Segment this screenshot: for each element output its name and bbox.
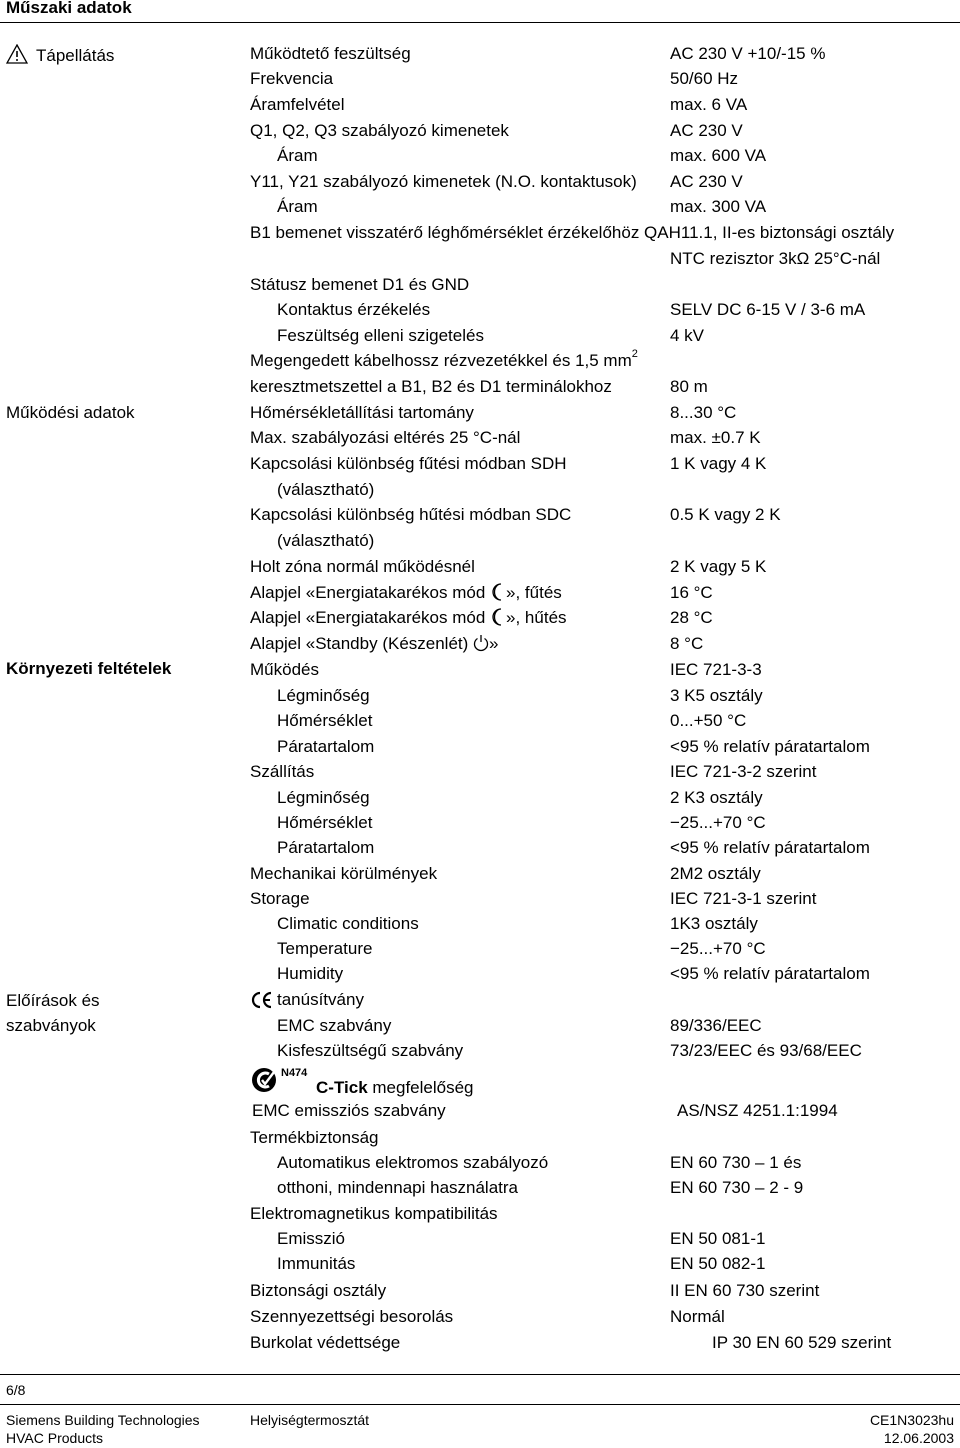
spec-label: (választható): [277, 531, 375, 550]
spec-value: IEC 721-3-1 szerint: [670, 889, 817, 908]
spec-label: Climatic conditions: [277, 914, 419, 933]
spec-label: EMC szabvány: [277, 1016, 392, 1035]
spec-label: », hűtés: [506, 608, 567, 627]
spec-value: IP 30 EN 60 529 szerint: [712, 1333, 892, 1352]
spec-value: 89/336/EEC: [670, 1016, 762, 1035]
spec-label: C-Tick: [316, 1078, 368, 1097]
spec-label: Mechanikai körülmények: [250, 864, 438, 883]
spec-label: Áram: [277, 197, 318, 216]
spec-label: Működtető feszültség: [250, 44, 411, 63]
power-icon: [473, 634, 489, 652]
spec-label: Alapjel «Standby (Készenlét): [250, 634, 474, 653]
spec-label-eco-cool: [250, 608, 567, 628]
spec-label: Termékbiztonság: [250, 1128, 379, 1147]
spec-value: AS/NSZ 4251.1:1994: [677, 1101, 838, 1120]
side-heading-standards-line2: szabványok: [6, 1016, 96, 1035]
spec-label: », fűtés: [506, 583, 562, 602]
spec-label: Páratartalom: [277, 737, 375, 756]
spec-label: »: [489, 634, 499, 653]
spec-value: −25...+70 °C: [670, 939, 766, 958]
spec-value: 2 K3 osztály: [670, 788, 763, 807]
spec-value: 2M2 osztály: [670, 864, 761, 883]
spec-label: Szállítás: [250, 762, 315, 781]
spec-value: 1K3 osztály: [670, 914, 758, 933]
header-rule: [0, 22, 960, 23]
section-title: Műszaki adatok: [6, 0, 132, 17]
spec-label: Légminőség: [277, 788, 370, 807]
spec-value: AC 230 V +10/-15 %: [670, 44, 826, 63]
spec-value: 1 K vagy 4 K: [670, 454, 767, 473]
spec-value: EN 50 081-1: [670, 1229, 766, 1248]
page-number: 6/8: [6, 1382, 26, 1398]
spec-label: Kapcsolási különbség fűtési módban SDH: [250, 454, 567, 473]
spec-value: <95 % relatív páratartalom: [670, 737, 870, 756]
spec-value: max. 600 VA: [670, 146, 767, 165]
spec-label: Humidity: [277, 964, 344, 983]
spec-label: Áramfelvétel: [250, 95, 345, 114]
spec-label: Elektromagnetikus kompatibilitás: [250, 1204, 498, 1223]
spec-label-cable: [250, 348, 638, 371]
spec-value: <95 % relatív páratartalom: [670, 964, 870, 983]
side-heading-power: Tápellátás: [36, 46, 115, 65]
spec-label: Státusz bemenet D1 és GND: [250, 275, 470, 294]
spec-value: IEC 721-3-2 szerint: [670, 762, 817, 781]
spec-value: max. ±0.7 K: [670, 428, 761, 447]
spec-label: Kisfeszültségű szabvány: [277, 1041, 464, 1060]
spec-label: Biztonsági osztály: [250, 1281, 387, 1300]
spec-label: megfelelőség: [367, 1078, 474, 1097]
spec-label-eco-heat: [250, 583, 562, 603]
moon-icon: [490, 583, 506, 601]
footer-rule: [0, 1404, 960, 1405]
spec-value: max. 300 VA: [670, 197, 767, 216]
spec-label: Frekvencia: [250, 69, 334, 88]
footer-division: HVAC Products: [6, 1430, 103, 1446]
spec-label: Szennyezettségi besorolás: [250, 1307, 454, 1326]
spec-label: Emisszió: [277, 1229, 346, 1248]
spec-label: Működés: [250, 660, 319, 679]
spec-label: Kapcsolási különbség hűtési módban SDC: [250, 505, 572, 524]
footer-company: Siemens Building Technologies: [6, 1412, 200, 1428]
spec-value: EN 50 082-1: [670, 1254, 766, 1273]
spec-label-standby: [250, 634, 499, 654]
spec-value: 28 °C: [670, 608, 713, 627]
spec-value: II EN 60 730 szerint: [670, 1281, 820, 1300]
spec-label: Feszültség elleni szigetelés: [277, 326, 484, 345]
spec-label: Hőmérsékletállítási tartomány: [250, 403, 474, 422]
spec-label: tanúsítvány: [277, 990, 364, 1009]
spec-label: EMC emissziós szabvány: [252, 1101, 446, 1120]
spec-label: Y11, Y21 szabályozó kimenetek (N.O. kontaktusok): [250, 172, 637, 191]
spec-value: Normál: [670, 1307, 725, 1326]
spec-label: Hőmérséklet: [277, 813, 373, 832]
spec-label-c-tick: [316, 1078, 474, 1098]
spec-label: Alapjel «Energiatakarékos mód: [250, 608, 491, 627]
side-heading-environment: Környezeti feltételek: [6, 659, 172, 678]
spec-label: Immunitás: [277, 1254, 356, 1273]
spec-value: 3 K5 osztály: [670, 686, 763, 705]
spec-value: NTC rezisztor 3kΩ 25°C-nál: [670, 249, 881, 268]
spec-label: otthoni, mindennapi használatra: [277, 1178, 518, 1197]
spec-label: (választható): [277, 480, 375, 499]
spec-value: 16 °C: [670, 583, 713, 602]
spec-value: 8 °C: [670, 634, 704, 653]
c-tick-logo-icon: [250, 1066, 280, 1099]
side-heading-standards-line1: Előírások és: [6, 991, 100, 1010]
spec-label: Kontaktus érzékelés: [277, 300, 431, 319]
spec-label: Páratartalom: [277, 838, 375, 857]
spec-value: AC 230 V: [670, 121, 743, 140]
spec-label: Q1, Q2, Q3 szabályozó kimenetek: [250, 121, 509, 140]
spec-label: Áram: [277, 146, 318, 165]
side-heading-operation: Működési adatok: [6, 403, 135, 422]
spec-label: Holt zóna normál működésnél: [250, 557, 475, 576]
spec-value: 0.5 K vagy 2 K: [670, 505, 781, 524]
spec-value: <95 % relatív páratartalom: [670, 838, 870, 857]
spec-value: 2 K vagy 5 K: [670, 557, 767, 576]
spec-label: Temperature: [277, 939, 373, 958]
spec-value: −25...+70 °C: [670, 813, 766, 832]
spec-value: 50/60 Hz: [670, 69, 739, 88]
spec-label: Automatikus elektromos szabályozó: [277, 1153, 549, 1172]
spec-label: Alapjel «Energiatakarékos mód: [250, 583, 491, 602]
spec-value: 8...30 °C: [670, 403, 737, 422]
spec-label: Burkolat védettsége: [250, 1333, 401, 1352]
spec-value: 4 kV: [670, 326, 705, 345]
moon-icon: [490, 608, 506, 626]
spec-value: SELV DC 6-15 V / 3-6 mA: [670, 300, 866, 319]
warning-icon: [6, 44, 28, 69]
spec-label: Max. szabályozási eltérés 25 °C-nál: [250, 428, 521, 447]
c-tick-number: N474: [281, 1067, 308, 1079]
footer-doc-id: CE1N3023hu: [869, 1412, 954, 1428]
spec-value: 73/23/EEC és 93/68/EEC: [670, 1041, 862, 1060]
spec-label: Megengedett kábelhossz rézvezetékkel és 1,5 mm: [250, 351, 632, 370]
spec-value: 0...+50 °C: [670, 711, 747, 730]
ce-mark-icon: [250, 990, 274, 1015]
spec-label: B1 bemenet visszatérő léghőmérséklet érzékelőhöz QAH11.1, II-es biztonsági osztály: [250, 223, 895, 242]
spec-label: Légminőség: [277, 686, 370, 705]
superscript: 2: [631, 348, 638, 361]
spec-value: IEC 721-3-3: [670, 660, 762, 679]
spec-value: 80 m: [670, 377, 708, 396]
spec-value: AC 230 V: [670, 172, 743, 191]
footer-date: 12.06.2003: [883, 1430, 954, 1446]
spec-label: Storage: [250, 889, 310, 908]
spec-value: EN 60 730 – 1 és: [670, 1153, 802, 1172]
footer-rule-top: [0, 1374, 960, 1375]
spec-label: Hőmérséklet: [277, 711, 373, 730]
spec-label: keresztmetszettel a B1, B2 és D1 terminálokhoz: [250, 377, 612, 396]
footer-product: Helyiségtermosztát: [250, 1412, 370, 1428]
spec-value: max. 6 VA: [670, 95, 748, 114]
spec-value: EN 60 730 – 2 - 9: [670, 1178, 804, 1197]
